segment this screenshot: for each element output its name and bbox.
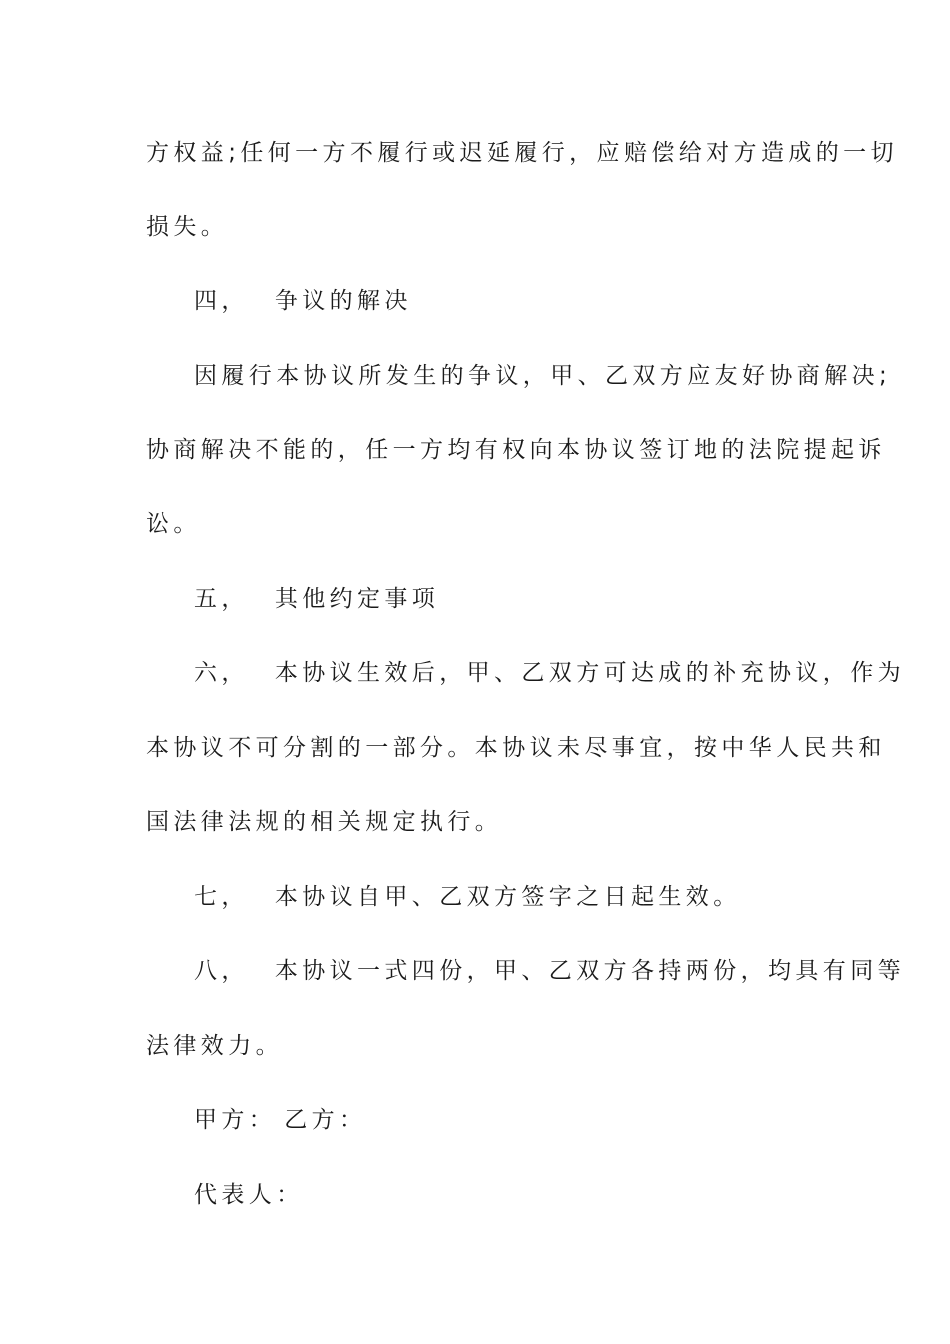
line-text: 方权益;任何一方不履行或迟延履行，应赔偿给对方造成的一切: [146, 140, 898, 166]
line-text: 本协议自甲、乙双方签字之日起生效。: [274, 884, 741, 910]
line-text: 协商解决不能的，任一方均有权向本协议签订地的法院提起诉: [146, 437, 886, 463]
section-title: 争议的解决: [274, 288, 412, 314]
section-number: 七，: [194, 884, 249, 910]
section-7-line: [194, 882, 814, 912]
text-line: [146, 435, 886, 465]
section-number: 四，: [194, 288, 249, 314]
line-text: 本协议一式四份，甲、乙双方各持两份，均具有同等: [274, 958, 906, 984]
line-text: 法律效力。: [146, 1033, 283, 1059]
section-number: 八，: [194, 958, 249, 984]
section-number: 五，: [194, 586, 249, 612]
text-line: [146, 509, 816, 539]
party-b-label: 乙方：: [284, 1107, 367, 1133]
section-8-line: [194, 956, 906, 986]
signature-parties: [194, 1105, 814, 1135]
section-title: 其他约定事项: [274, 586, 440, 612]
line-text: 讼。: [146, 511, 201, 537]
representative-label: 代表人：: [194, 1182, 304, 1208]
section-heading-5: [194, 584, 814, 614]
text-line: [194, 361, 892, 391]
text-line: [146, 733, 886, 763]
text-line: [146, 212, 816, 242]
representative-line: [194, 1180, 814, 1210]
text-line: [146, 138, 898, 168]
line-text: 本协议生效后，甲、乙双方可达成的补充协议，作为: [274, 660, 906, 686]
line-text: 国法律法规的相关规定执行。: [146, 809, 503, 835]
section-number: 六，: [194, 660, 249, 686]
text-line: [146, 807, 816, 837]
line-text: 本协议不可分割的一部分。本协议未尽事宜，按中华人民共和: [146, 735, 886, 761]
text-line: [146, 1031, 816, 1061]
party-a-label: 甲方：: [194, 1107, 277, 1133]
line-text: 因履行本协议所发生的争议，甲、乙双方应友好协商解决;: [194, 363, 892, 389]
section-heading-4: [194, 286, 814, 316]
section-6-line: [194, 658, 906, 688]
line-text: 损失。: [146, 214, 229, 240]
